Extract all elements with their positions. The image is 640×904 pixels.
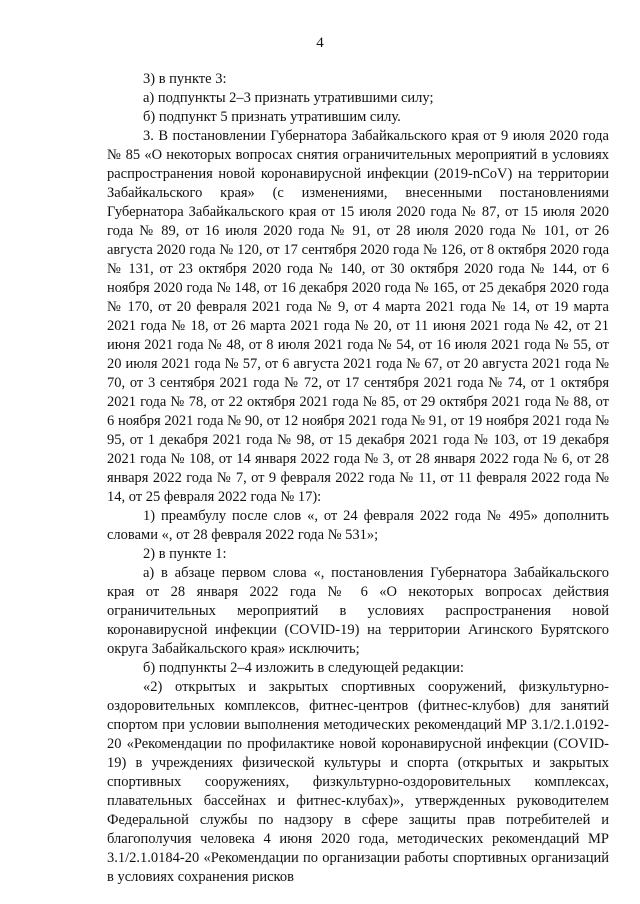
paragraph: 1) преамбулу после слов «, от 24 февраля 2022 года № 495» дополнить словами «, от 28 февраля 2022 года № 531»;: [107, 508, 609, 543]
paragraph: «2) открытых и закрытых спортивных сооружений, физкультурно-оздоровительных комплексов, фитнес-центров (фитнес-клубов) для занятий спортом при условии выполнения методических рекомендаций МР 3.1/2.1.0192-20 «Рекомендации по профилактике новой коронавирусной инфекции (COVID-19) в учреждениях физической культуры и спорта (открытых и закрытых спортивных сооружениях, физкультурно-оздоровительных комплексах, плавательных бассейнах и фитнес-клубах)», утвержденных руководителем Федеральной службы по надзору в сфере защиты прав потребителей и благополучия человека 4 июня 2020 года, методических рекомендаций МР 3.1/2.1.0184-20 «Рекомендации по организации работы спортивных организаций в условиях сохранения рисков: [107, 679, 609, 885]
paragraph: а) подпункты 2–3 признать утратившими силу;: [143, 90, 434, 106]
paragraph: 2) в пункте 1:: [143, 546, 227, 562]
paragraph: а) в абзаце первом слова «, постановления Губернатора Забайкальского края от 28 января 2022 года № 6 «О некоторых вопросах действия ограничительных мероприятий в условиях распространения новой коронавирусной инфекции (COVID-19) на территории Агинского Бурятского округа Забайкальского края» исключить;: [107, 565, 609, 657]
paragraph: б) подпункт 5 признать утратившим силу.: [143, 109, 401, 125]
document-body: [107, 70, 609, 887]
paragraph: б) подпункты 2–4 изложить в следующей редакции:: [143, 660, 464, 676]
paragraph: 3. В постановлении Губернатора Забайкальского края от 9 июля 2020 года № 85 «О некоторых вопросах снятия ограничительных мероприятий в условиях распространения новой коронавирусной инфекции (2019-nCoV) на территории Забайкальского края» (с изменениями, внесенными постановлениями Губернатора Забайкальского края от 15 июля 2020 года № 87, от 15 июля 2020 года № 89, от 16 июля 2020 года № 91, от 28 июля 2020 года № 101, от 26 августа 2020 года № 120, от 17 сентября 2020 года № 126, от 8 октября 2020 года № 131, от 23 октября 2020 года № 140, от 30 октября 2020 года № 144, от 6 ноября 2020 года № 148, от 16 декабря 2020 года № 165, от 25 декабря 2020 года № 170, от 20 февраля 2021 года № 9, от 4 марта 2021 года № 14, от 19 марта 2021 года № 18, от 26 марта 2021 года № 20, от 11 июня 2021 года № 42, от 21 июня 2021 года № 48, от 8 июля 2021 года № 54, от 16 июля 2021 года № 55, от 20 июля 2021 года № 57, от 6 августа 2021 года № 67, от 20 августа 2021 года № 70, от 3 сентября 2021 года № 72, от 17 сентября 2021 года № 74, от 1 октября 2021 года № 78, от 22 октября 2021 года № 85, от 29 октября 2021 года № 88, от 6 ноября 2021 года № 90, от 12 ноября 2021 года № 91, от 19 ноября 2021 года № 95, от 1 декабря 2021 года № 98, от 15 декабря 2021 года № 103, от 19 декабря 2021 года № 108, от 14 января 2022 года № 3, от 28 января 2022 года № 6, от 28 января 2022 года № 7, от 9 февраля 2022 года № 11, от 11 февраля 2022 года № 14, от 25 февраля 2022 года № 17):: [107, 128, 609, 505]
page-number: 4: [316, 35, 324, 51]
paragraph: 3) в пункте 3:: [143, 71, 227, 87]
